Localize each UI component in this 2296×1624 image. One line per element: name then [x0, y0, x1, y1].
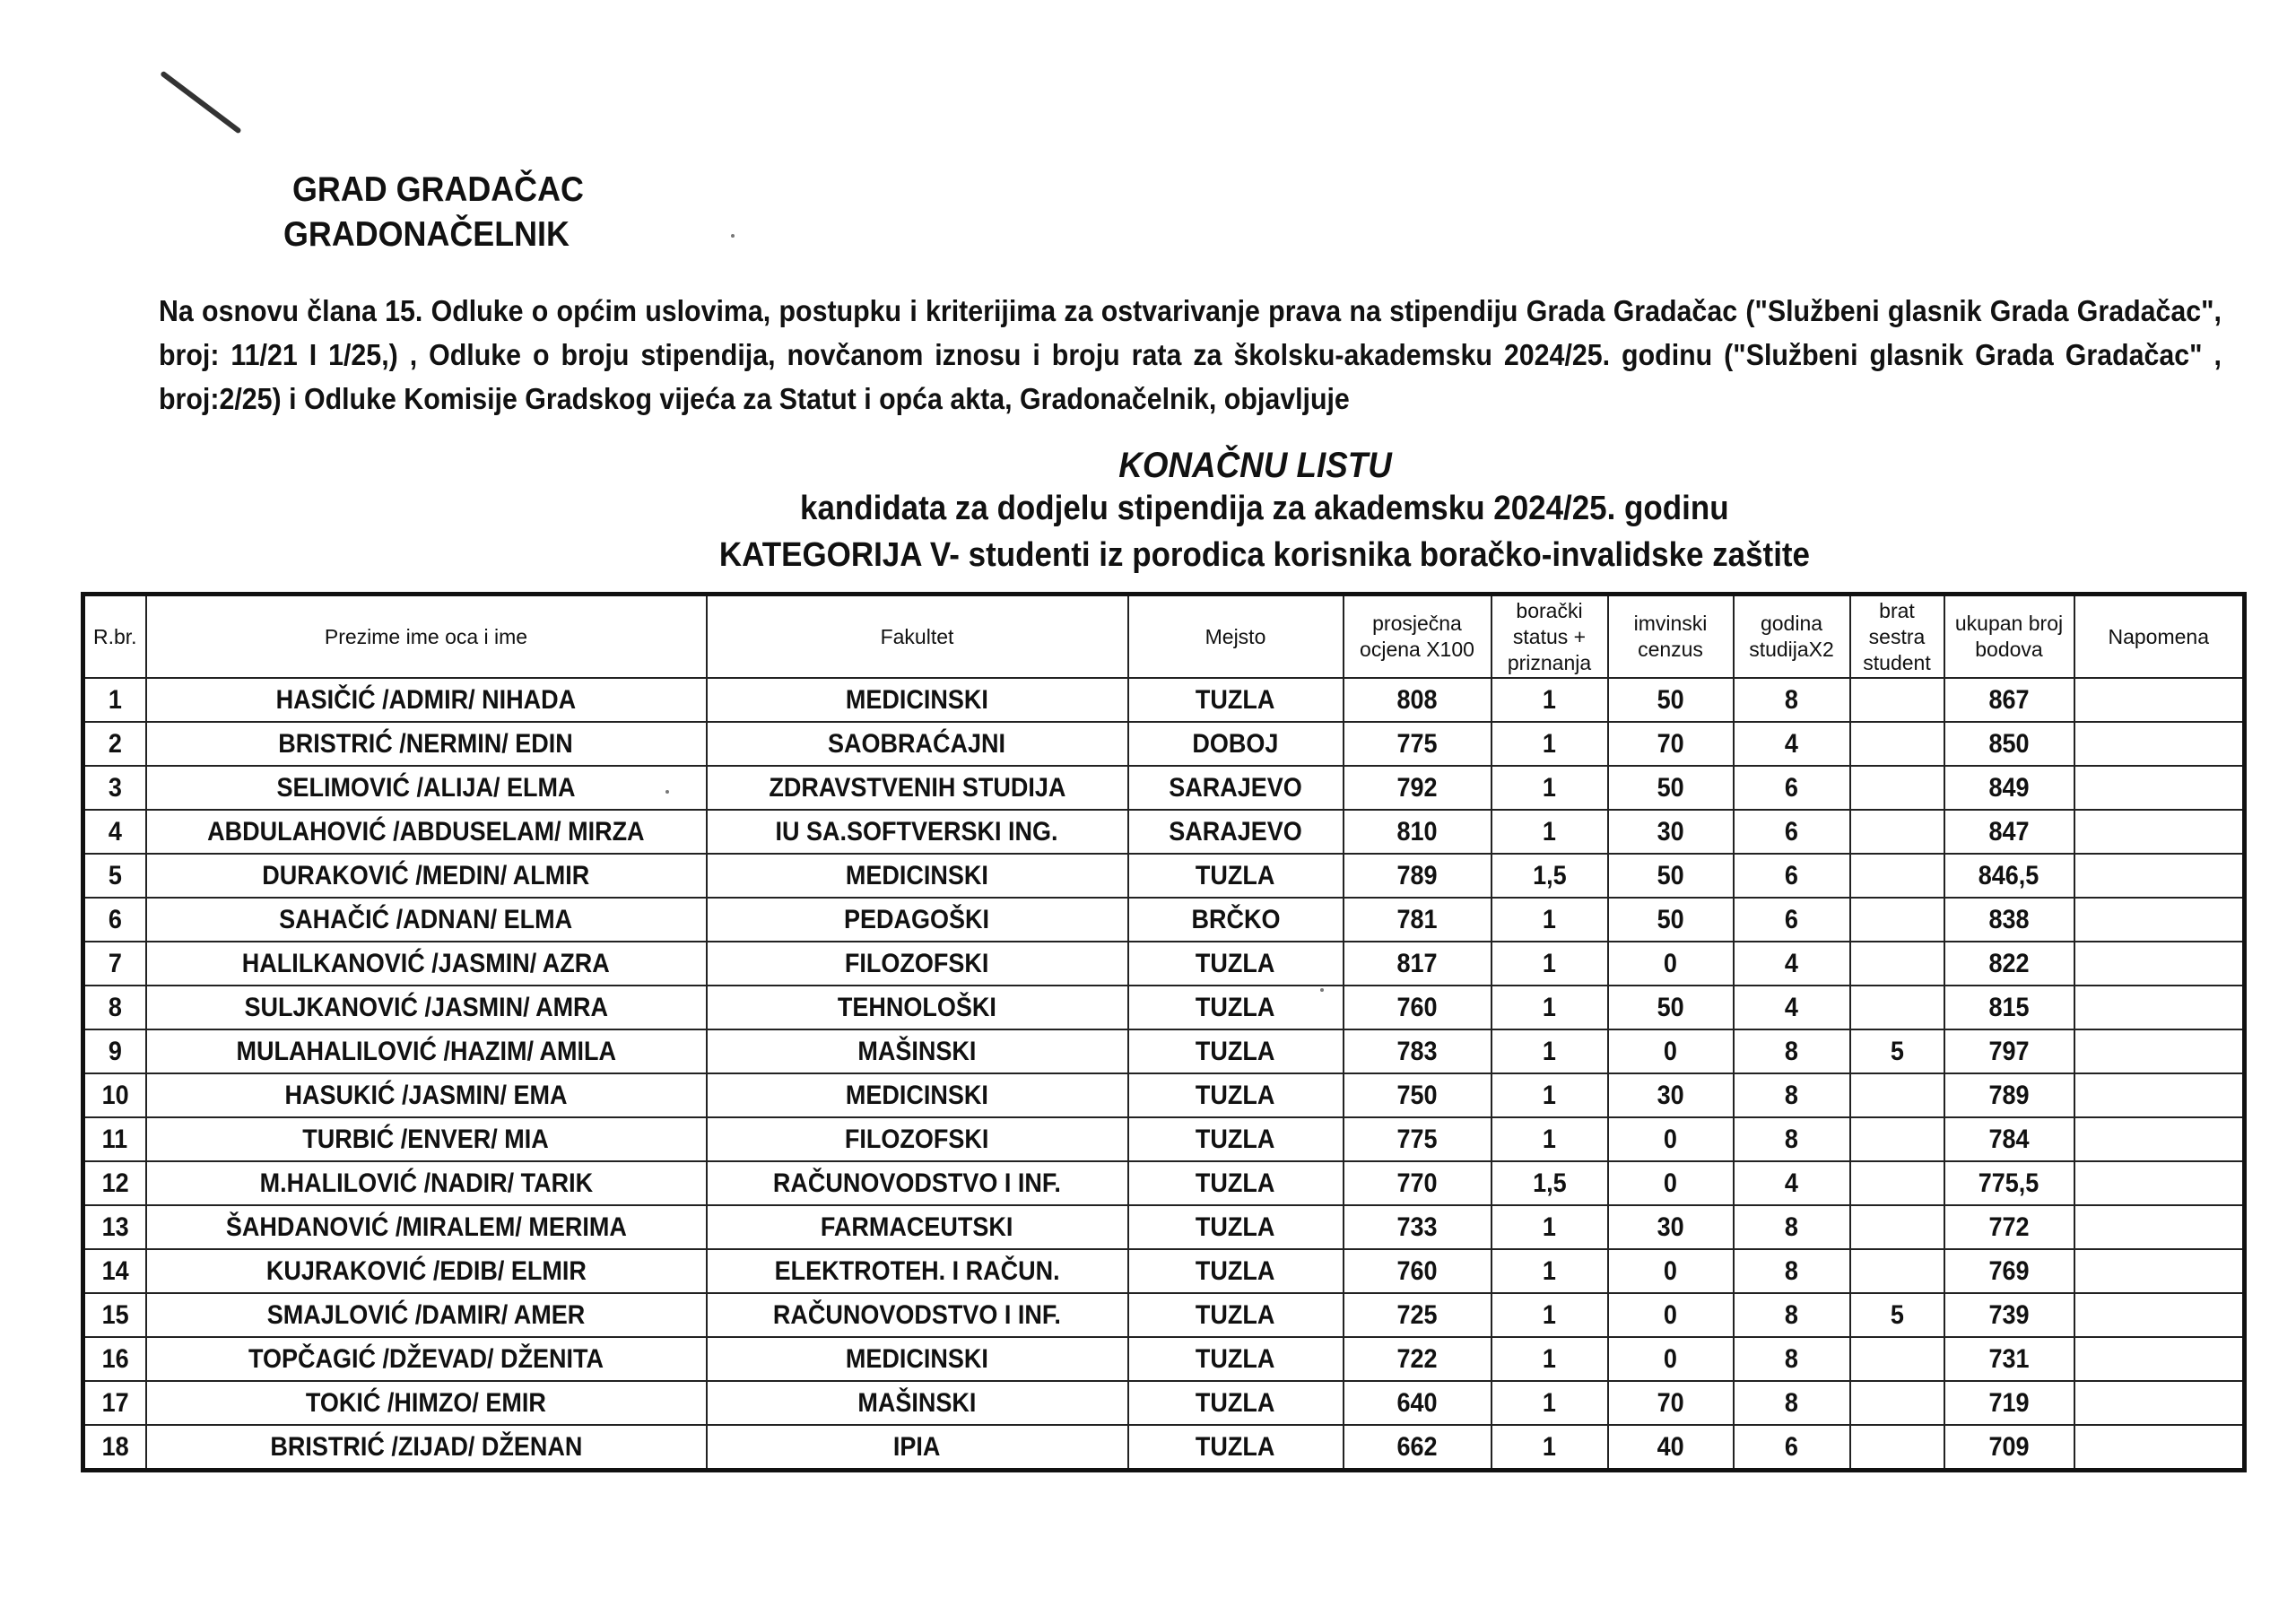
list-title: KONAČNU LISTU [1118, 446, 1393, 485]
cell-study-year: 6 [1734, 1425, 1850, 1471]
cell-property-census: 0 [1608, 1337, 1734, 1381]
cell-total-points: 846,5 [1944, 854, 2074, 898]
cell-note [2074, 1337, 2245, 1381]
cell-place: DOBOJ [1128, 722, 1344, 766]
cell-avg-grade: 760 [1344, 986, 1492, 1029]
column-header-veteran-status: borački status + priznanja [1492, 595, 1608, 679]
cell-study-year: 8 [1734, 1249, 1850, 1293]
cell-note [2074, 1249, 2245, 1293]
cell-place: TUZLA [1128, 1249, 1344, 1293]
cell-avg-grade: 722 [1344, 1337, 1492, 1381]
cell-property-census: 0 [1608, 1249, 1734, 1293]
cell-study-year: 8 [1734, 1073, 1850, 1117]
cell-note [2074, 854, 2245, 898]
cell-sibling-student [1850, 1205, 1944, 1249]
cell-faculty: FILOZOFSKI [707, 1117, 1128, 1161]
table-header-row [83, 595, 2245, 679]
cell-faculty: MAŠINSKI [707, 1029, 1128, 1073]
cell-place: SARAJEVO [1128, 810, 1344, 854]
table-row [83, 942, 2245, 986]
cell-veteran-status: 1 [1492, 1381, 1608, 1425]
table-row [83, 1381, 2245, 1425]
cell-sibling-student [1850, 810, 1944, 854]
cell-place: TUZLA [1128, 986, 1344, 1029]
cell-note [2074, 1293, 2245, 1337]
cell-avg-grade: 781 [1344, 898, 1492, 942]
cell-rbr: 7 [83, 942, 146, 986]
cell-rbr: 17 [83, 1381, 146, 1425]
cell-faculty: IPIA [707, 1425, 1128, 1471]
cell-avg-grade: 725 [1344, 1293, 1492, 1337]
cell-name: TURBIĆ /ENVER/ MIA [146, 1117, 707, 1161]
cell-avg-grade: 640 [1344, 1381, 1492, 1425]
cell-place: TUZLA [1128, 1293, 1344, 1337]
cell-study-year: 8 [1734, 1381, 1850, 1425]
cell-name: SULJKANOVIĆ /JASMIN/ AMRA [146, 986, 707, 1029]
cell-property-census: 0 [1608, 1117, 1734, 1161]
cell-place: TUZLA [1128, 1117, 1344, 1161]
cell-name: HALILKANOVIĆ /JASMIN/ AZRA [146, 942, 707, 986]
cell-name: ŠAHDANOVIĆ /MIRALEM/ MERIMA [146, 1205, 707, 1249]
cell-name: TOPČAGIĆ /DŽEVAD/ DŽENITA [146, 1337, 707, 1381]
cell-avg-grade: 810 [1344, 810, 1492, 854]
column-header-rbr: R.br. [83, 595, 146, 679]
cell-name: DURAKOVIĆ /MEDIN/ ALMIR [146, 854, 707, 898]
cell-study-year: 6 [1734, 854, 1850, 898]
cell-rbr: 8 [83, 986, 146, 1029]
cell-place: TUZLA [1128, 1073, 1344, 1117]
cell-study-year: 4 [1734, 722, 1850, 766]
column-header-faculty: Fakultet [707, 595, 1128, 679]
cell-total-points: 775,5 [1944, 1161, 2074, 1205]
cell-faculty: RAČUNOVODSTVO I INF. [707, 1293, 1128, 1337]
cell-total-points: 867 [1944, 678, 2074, 722]
cell-veteran-status: 1 [1492, 810, 1608, 854]
cell-sibling-student [1850, 766, 1944, 810]
cell-total-points: 709 [1944, 1425, 2074, 1471]
cell-note [2074, 1205, 2245, 1249]
cell-sibling-student [1850, 1249, 1944, 1293]
cell-rbr: 13 [83, 1205, 146, 1249]
cell-veteran-status: 1 [1492, 722, 1608, 766]
cell-property-census: 70 [1608, 722, 1734, 766]
cell-rbr: 14 [83, 1249, 146, 1293]
cell-rbr: 3 [83, 766, 146, 810]
cell-property-census: 0 [1608, 1161, 1734, 1205]
cell-avg-grade: 750 [1344, 1073, 1492, 1117]
cell-property-census: 30 [1608, 1205, 1734, 1249]
cell-avg-grade: 792 [1344, 766, 1492, 810]
cell-veteran-status: 1 [1492, 1249, 1608, 1293]
column-header-sibling-student: brat sestra student [1850, 595, 1944, 679]
scan-speck [1320, 988, 1324, 992]
cell-study-year: 8 [1734, 1337, 1850, 1381]
table-row [83, 678, 2245, 722]
cell-note [2074, 1073, 2245, 1117]
table-row [83, 1205, 2245, 1249]
cell-rbr: 6 [83, 898, 146, 942]
cell-property-census: 0 [1608, 1293, 1734, 1337]
cell-property-census: 50 [1608, 986, 1734, 1029]
list-category: KATEGORIJA V- studenti iz porodica korisnika boračko-invalidske zaštite [718, 536, 1811, 574]
cell-faculty: SAOBRAĆAJNI [707, 722, 1128, 766]
cell-study-year: 4 [1734, 942, 1850, 986]
cell-place: TUZLA [1128, 1381, 1344, 1425]
cell-place: TUZLA [1128, 1205, 1344, 1249]
cell-name: MULAHALILOVIĆ /HAZIM/ AMILA [146, 1029, 707, 1073]
column-header-place: Mejsto [1128, 595, 1344, 679]
cell-property-census: 0 [1608, 1029, 1734, 1073]
cell-veteran-status: 1 [1492, 1073, 1608, 1117]
column-header-name: Prezime ime oca i ime [146, 595, 707, 679]
cell-place: TUZLA [1128, 1425, 1344, 1471]
column-header-property-census: imvinski cenzus [1608, 595, 1734, 679]
table-row [83, 1073, 2245, 1117]
cell-property-census: 50 [1608, 854, 1734, 898]
cell-sibling-student [1850, 1117, 1944, 1161]
table-row [83, 1425, 2245, 1471]
scan-speck [731, 234, 735, 238]
cell-place: TUZLA [1128, 1029, 1344, 1073]
cell-rbr: 9 [83, 1029, 146, 1073]
cell-veteran-status: 1 [1492, 942, 1608, 986]
cell-name: SMAJLOVIĆ /DAMIR/ AMER [146, 1293, 707, 1337]
cell-study-year: 4 [1734, 986, 1850, 1029]
cell-note [2074, 810, 2245, 854]
candidates-table [81, 592, 2247, 1472]
cell-avg-grade: 760 [1344, 1249, 1492, 1293]
column-header-note: Napomena [2074, 595, 2245, 679]
cell-total-points: 739 [1944, 1293, 2074, 1337]
cell-sibling-student [1850, 678, 1944, 722]
cell-sibling-student [1850, 1073, 1944, 1117]
cell-sibling-student [1850, 722, 1944, 766]
cell-avg-grade: 775 [1344, 1117, 1492, 1161]
cell-veteran-status: 1 [1492, 1337, 1608, 1381]
cell-name: HASUKIĆ /JASMIN/ EMA [146, 1073, 707, 1117]
header-mayor: GRADONAČELNIK [283, 215, 570, 254]
cell-place: TUZLA [1128, 1161, 1344, 1205]
cell-sibling-student [1850, 986, 1944, 1029]
cell-rbr: 12 [83, 1161, 146, 1205]
cell-sibling-student [1850, 1381, 1944, 1425]
cell-sibling-student [1850, 1161, 1944, 1205]
table-row [83, 1029, 2245, 1073]
cell-note [2074, 1117, 2245, 1161]
column-header-study-year: godina studijaX2 [1734, 595, 1850, 679]
table-row [83, 1117, 2245, 1161]
table-row [83, 898, 2245, 942]
cell-total-points: 719 [1944, 1381, 2074, 1425]
cell-note [2074, 986, 2245, 1029]
cell-veteran-status: 1 [1492, 986, 1608, 1029]
cell-total-points: 772 [1944, 1205, 2074, 1249]
table-row [83, 766, 2245, 810]
cell-sibling-student [1850, 1425, 1944, 1471]
table-row [83, 854, 2245, 898]
cell-sibling-student [1850, 1337, 1944, 1381]
table-row [83, 1249, 2245, 1293]
cell-total-points: 815 [1944, 986, 2074, 1029]
cell-veteran-status: 1 [1492, 1117, 1608, 1161]
column-header-avg-grade: prosječna ocjena X100 [1344, 595, 1492, 679]
cell-faculty: MEDICINSKI [707, 678, 1128, 722]
pen-stroke-mark [160, 71, 241, 135]
cell-place: TUZLA [1128, 678, 1344, 722]
cell-name: BRISTRIĆ /NERMIN/ EDIN [146, 722, 707, 766]
cell-property-census: 30 [1608, 810, 1734, 854]
table-row [83, 810, 2245, 854]
cell-note [2074, 1161, 2245, 1205]
cell-rbr: 4 [83, 810, 146, 854]
cell-property-census: 50 [1608, 766, 1734, 810]
cell-faculty: PEDAGOŠKI [707, 898, 1128, 942]
cell-avg-grade: 808 [1344, 678, 1492, 722]
cell-property-census: 40 [1608, 1425, 1734, 1471]
cell-faculty: FARMACEUTSKI [707, 1205, 1128, 1249]
cell-name: SELIMOVIĆ /ALIJA/ ELMA [146, 766, 707, 810]
cell-total-points: 769 [1944, 1249, 2074, 1293]
cell-name: KUJRAKOVIĆ /EDIB/ ELMIR [146, 1249, 707, 1293]
cell-property-census: 70 [1608, 1381, 1734, 1425]
cell-avg-grade: 733 [1344, 1205, 1492, 1249]
cell-name: SAHAČIĆ /ADNAN/ ELMA [146, 898, 707, 942]
cell-study-year: 8 [1734, 1117, 1850, 1161]
cell-total-points: 731 [1944, 1337, 2074, 1381]
table-row [83, 986, 2245, 1029]
cell-note [2074, 1029, 2245, 1073]
cell-name: TOKIĆ /HIMZO/ EMIR [146, 1381, 707, 1425]
header-city: GRAD GRADAČAC [292, 170, 584, 209]
cell-note [2074, 1425, 2245, 1471]
cell-avg-grade: 775 [1344, 722, 1492, 766]
cell-place: TUZLA [1128, 1337, 1344, 1381]
cell-sibling-student [1850, 942, 1944, 986]
cell-total-points: 822 [1944, 942, 2074, 986]
cell-faculty: FILOZOFSKI [707, 942, 1128, 986]
cell-total-points: 850 [1944, 722, 2074, 766]
cell-veteran-status: 1 [1492, 1293, 1608, 1337]
cell-rbr: 5 [83, 854, 146, 898]
cell-rbr: 11 [83, 1117, 146, 1161]
cell-property-census: 30 [1608, 1073, 1734, 1117]
cell-name: BRISTRIĆ /ZIJAD/ DŽENAN [146, 1425, 707, 1471]
cell-sibling-student: 5 [1850, 1029, 1944, 1073]
cell-study-year: 8 [1734, 678, 1850, 722]
cell-faculty: MAŠINSKI [707, 1381, 1128, 1425]
cell-rbr: 1 [83, 678, 146, 722]
cell-rbr: 15 [83, 1293, 146, 1337]
cell-total-points: 784 [1944, 1117, 2074, 1161]
cell-study-year: 8 [1734, 1205, 1850, 1249]
intro-paragraph: Na osnovu člana 15. Odluke o općim uslovima, postupku i kriterijima za ostvarivanje prava na stipendiju Grada Gradačac ("Službeni glasnik Grada Gradačac", broj: 11/21 I 1/25,) , Odluke o broju stipendija, novčanom iznosu i broju rata za školsku-akademsku 2024/25. godinu ("Službeni glasnik Grada Gradačac" , broj:2/25) i Odluke Komisije Gradskog vijeća za Statut i opća akta, Gradonačelnik, objavljuje [159, 294, 2222, 415]
cell-rbr: 16 [83, 1337, 146, 1381]
list-subtitle: kandidata za dodjelu stipendija za akademsku 2024/25. godinu [800, 490, 1729, 527]
cell-veteran-status: 1 [1492, 1029, 1608, 1073]
cell-faculty: MEDICINSKI [707, 1073, 1128, 1117]
cell-faculty: MEDICINSKI [707, 1337, 1128, 1381]
table-body [83, 678, 2245, 1471]
table-row [83, 1337, 2245, 1381]
cell-avg-grade: 789 [1344, 854, 1492, 898]
cell-faculty: ELEKTROTEH. I RAČUN. [707, 1249, 1128, 1293]
cell-note [2074, 678, 2245, 722]
table-row [83, 1161, 2245, 1205]
cell-veteran-status: 1,5 [1492, 1161, 1608, 1205]
cell-total-points: 849 [1944, 766, 2074, 810]
cell-study-year: 6 [1734, 898, 1850, 942]
cell-study-year: 4 [1734, 1161, 1850, 1205]
cell-total-points: 789 [1944, 1073, 2074, 1117]
cell-veteran-status: 1 [1492, 1425, 1608, 1471]
cell-avg-grade: 662 [1344, 1425, 1492, 1471]
cell-veteran-status: 1 [1492, 678, 1608, 722]
cell-faculty: MEDICINSKI [707, 854, 1128, 898]
cell-place: TUZLA [1128, 854, 1344, 898]
scan-speck [665, 790, 669, 794]
cell-avg-grade: 817 [1344, 942, 1492, 986]
cell-avg-grade: 770 [1344, 1161, 1492, 1205]
cell-sibling-student [1850, 898, 1944, 942]
cell-property-census: 0 [1608, 942, 1734, 986]
cell-property-census: 50 [1608, 898, 1734, 942]
cell-note [2074, 1381, 2245, 1425]
cell-study-year: 8 [1734, 1029, 1850, 1073]
cell-note [2074, 942, 2245, 986]
table-row [83, 722, 2245, 766]
cell-veteran-status: 1 [1492, 766, 1608, 810]
cell-total-points: 797 [1944, 1029, 2074, 1073]
cell-veteran-status: 1 [1492, 1205, 1608, 1249]
cell-total-points: 847 [1944, 810, 2074, 854]
cell-avg-grade: 783 [1344, 1029, 1492, 1073]
cell-note [2074, 766, 2245, 810]
cell-faculty: IU SA.SOFTVERSKI ING. [707, 810, 1128, 854]
cell-veteran-status: 1 [1492, 898, 1608, 942]
cell-study-year: 8 [1734, 1293, 1850, 1337]
cell-study-year: 6 [1734, 766, 1850, 810]
cell-name: HASIČIĆ /ADMIR/ NIHADA [146, 678, 707, 722]
cell-faculty: RAČUNOVODSTVO I INF. [707, 1161, 1128, 1205]
cell-name: M.HALILOVIĆ /NADIR/ TARIK [146, 1161, 707, 1205]
cell-place: BRČKO [1128, 898, 1344, 942]
cell-rbr: 18 [83, 1425, 146, 1471]
cell-veteran-status: 1,5 [1492, 854, 1608, 898]
cell-total-points: 838 [1944, 898, 2074, 942]
cell-place: TUZLA [1128, 942, 1344, 986]
cell-sibling-student: 5 [1850, 1293, 1944, 1337]
cell-place: SARAJEVO [1128, 766, 1344, 810]
cell-sibling-student [1850, 854, 1944, 898]
cell-study-year: 6 [1734, 810, 1850, 854]
cell-name: ABDULAHOVIĆ /ABDUSELAM/ MIRZA [146, 810, 707, 854]
cell-rbr: 2 [83, 722, 146, 766]
cell-rbr: 10 [83, 1073, 146, 1117]
cell-faculty: TEHNOLOŠKI [707, 986, 1128, 1029]
cell-note [2074, 722, 2245, 766]
table-row [83, 1293, 2245, 1337]
column-header-total-points: ukupan broj bodova [1944, 595, 2074, 679]
cell-faculty: ZDRAVSTVENIH STUDIJA [707, 766, 1128, 810]
cell-property-census: 50 [1608, 678, 1734, 722]
cell-note [2074, 898, 2245, 942]
